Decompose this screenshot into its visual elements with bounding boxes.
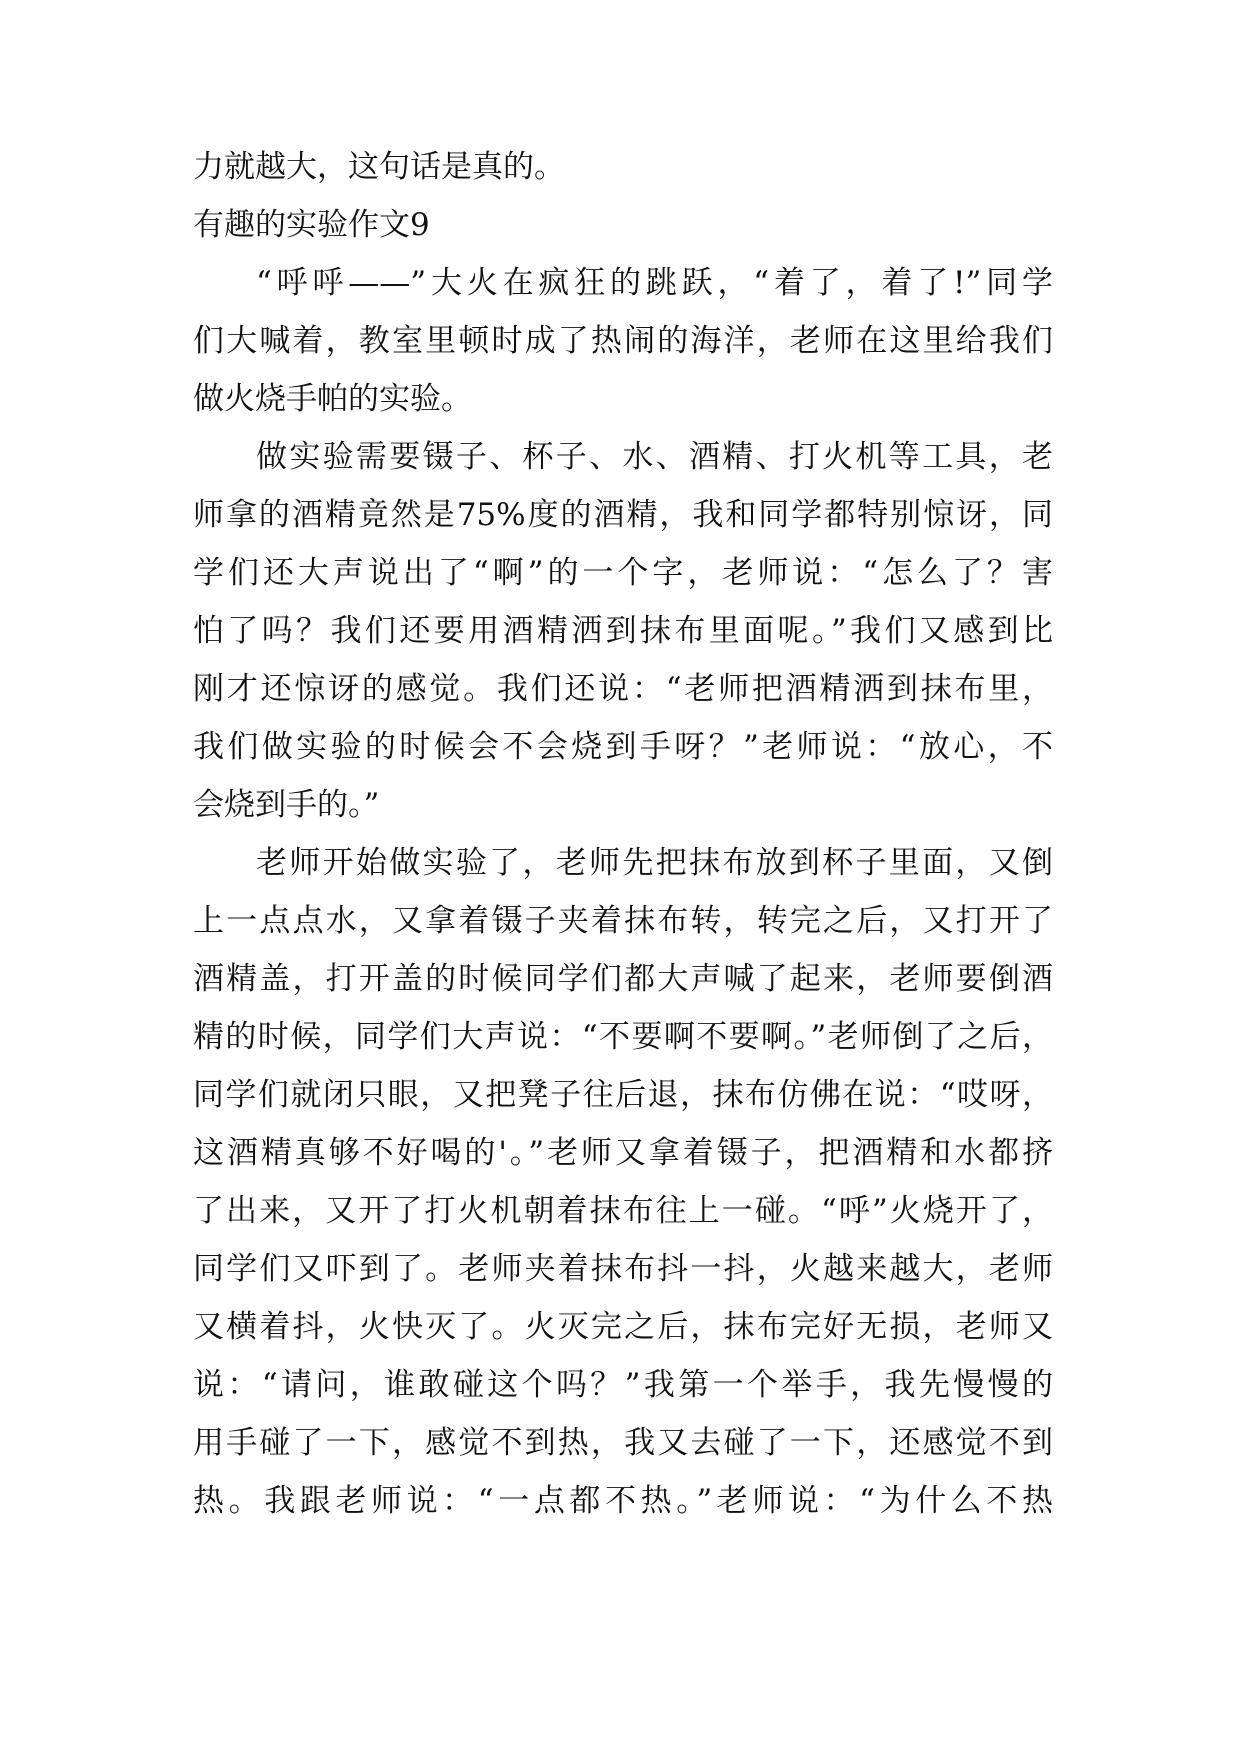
text-line: 酒精盖，打开盖的时候同学们都大声喊了起来，老师要倒酒	[193, 961, 1053, 997]
text-line: 又横着抖，火快灭了。火灭完之后，抹布完好无损，老师又	[193, 1309, 1053, 1345]
text-line: 老师开始做实验了，老师先把抹布放到杯子里面，又倒	[256, 845, 1053, 881]
text-line: 刚才还惊讶的感觉。我们还说：“老师把酒精洒到抹布里，	[193, 671, 1053, 707]
text-line: “呼呼——”大火在疯狂的跳跃，“着了，着了!”同学	[256, 265, 1053, 301]
text-line: 同学们又吓到了。老师夹着抹布抖一抖，火越来越大，老师	[193, 1251, 1053, 1287]
text-line: 做实验需要镊子、杯子、水、酒精、打火机等工具，老	[256, 439, 1053, 475]
text-line: 学们还大声说出了“啊”的一个字，老师说：“怎么了？害	[193, 555, 1053, 591]
text-line: 热。我跟老师说：“一点都不热。”老师说：“为什么不热	[193, 1483, 1053, 1519]
text-line: 了出来，又开了打火机朝着抹布往上一碰。“呼”火烧开了，	[193, 1193, 1053, 1229]
continuation-line: 力就越大，这句话是真的。	[193, 149, 565, 185]
text-line: 说：“请问，谁敢碰这个吗？”我第一个举手，我先慢慢的	[193, 1367, 1053, 1403]
text-line: 们大喊着，教室里顿时成了热闹的海洋，老师在这里给我们	[193, 323, 1053, 359]
essay-heading: 有趣的实验作文9	[193, 207, 430, 243]
text-line: 上一点点水，又拿着镊子夹着抹布转，转完之后，又打开了	[193, 903, 1053, 939]
text-line: 这酒精真够不好喝的'。”老师又拿着镊子，把酒精和水都挤	[193, 1135, 1053, 1171]
text-line: 我们做实验的时候会不会烧到手呀？”老师说：“放心，不	[193, 729, 1053, 765]
text-line: 精的时候，同学们大声说：“不要啊不要啊。”老师倒了之后，	[193, 1019, 1053, 1055]
text-line: 同学们就闭只眼，又把凳子往后退，抹布仿佛在说：“哎呀，	[193, 1077, 1053, 1113]
text-line: 怕了吗？我们还要用酒精洒到抹布里面呢。”我们又感到比	[193, 613, 1053, 649]
text-line: 做火烧手帕的实验。	[193, 381, 472, 417]
text-line: 用手碰了一下，感觉不到热，我又去碰了一下，还感觉不到	[193, 1425, 1053, 1461]
text-line: 师拿的酒精竟然是75%度的酒精，我和同学都特别惊讶，同	[193, 497, 1053, 533]
text-line: 会烧到手的。”	[193, 787, 380, 823]
